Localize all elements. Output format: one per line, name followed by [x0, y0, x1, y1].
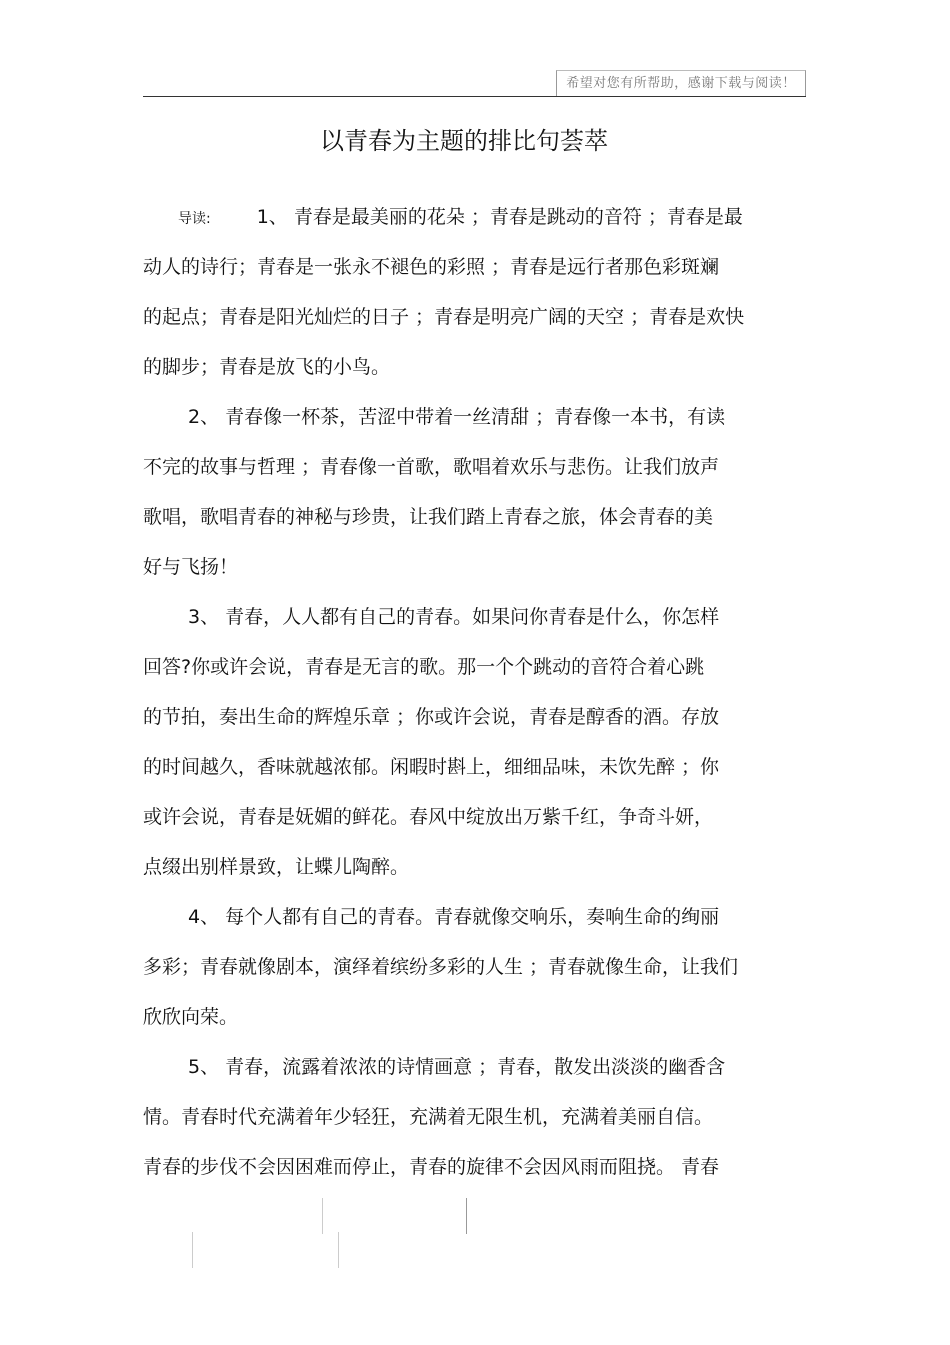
- body-line-5: 2、 青春像一杯茶，苦涩中带着一丝清甜 ；青春像一本书，有读: [188, 406, 726, 428]
- body-line-10: 回答?你或许会说，青春是无言的歌。那一个个跳动的音符合着心跳: [143, 656, 705, 678]
- header-divider: [143, 96, 806, 97]
- body-line-13: 或许会说，青春是妩媚的鲜花。春风中绽放出万紫千红，争奇斗妍，: [143, 806, 714, 828]
- body-line-19: 情。青春时代充满着年少轻狂，充满着无限生机，充满着美丽自信。: [143, 1106, 714, 1128]
- body-line-6: 不完的故事与哲理 ；青春像一首歌，歌唱着欢乐与悲伤。让我们放声: [143, 456, 720, 478]
- body-line-20: 青春的步伐不会因困难而停止，青春的旋律不会因风雨而阻挠。 青春: [143, 1156, 720, 1178]
- body-line-17: 欣欣向荣。: [143, 1006, 239, 1028]
- body-line-text: 1、 青春是最美丽的花朵 ；青春是跳动的音符 ；青春是最: [256, 206, 743, 228]
- body-line-9: 3、 青春，人人都有自己的青春。如果问你青春是什么，你怎样: [188, 606, 720, 628]
- body-line-18: 5、 青春，流露着浓浓的诗情画意 ；青春，散发出淡淡的幽香含: [188, 1056, 726, 1078]
- body-line-2: 动人的诗行；青春是一张永不褪色的彩照 ；青春是远行者那色彩斑斓: [143, 256, 720, 278]
- header-note: 希望对您有所帮助，感谢下载与阅读！: [556, 70, 806, 96]
- body-line-12: 的时间越久，香味就越浓郁。闲暇时斟上，细细品味，未饮先醉 ；你: [143, 756, 720, 778]
- decorative-rule: [322, 1198, 323, 1234]
- body-line-3: 的起点；青春是阳光灿烂的日子 ；青春是明亮广阔的天空 ；青春是欢快: [143, 306, 745, 328]
- body-line-1: [178, 202, 743, 232]
- lead-label: 导读:: [178, 211, 211, 227]
- page-title: 以青春为主题的排比句荟萃: [320, 127, 608, 155]
- body-line-15: 4、 每个人都有自己的青春。青春就像交响乐，奏响生命的绚丽: [188, 906, 720, 928]
- body-line-14: 点缀出别样景致，让蝶儿陶醉。: [143, 856, 410, 878]
- decorative-rule: [466, 1198, 467, 1234]
- body-line-16: 多彩；青春就像剧本，演绎着缤纷多彩的人生 ；青春就像生命，让我们: [143, 956, 739, 978]
- body-line-4: 的脚步；青春是放飞的小鸟。: [143, 356, 391, 378]
- body-line-11: 的节拍，奏出生命的辉煌乐章 ；你或许会说，青春是醇香的酒。存放: [143, 706, 720, 728]
- body-line-7: 歌唱，歌唱青春的神秘与珍贵，让我们踏上青春之旅，体会青春的美: [143, 506, 714, 528]
- decorative-rule: [338, 1232, 339, 1268]
- body-line-8: 好与飞扬！: [143, 556, 239, 578]
- decorative-rule: [192, 1232, 193, 1268]
